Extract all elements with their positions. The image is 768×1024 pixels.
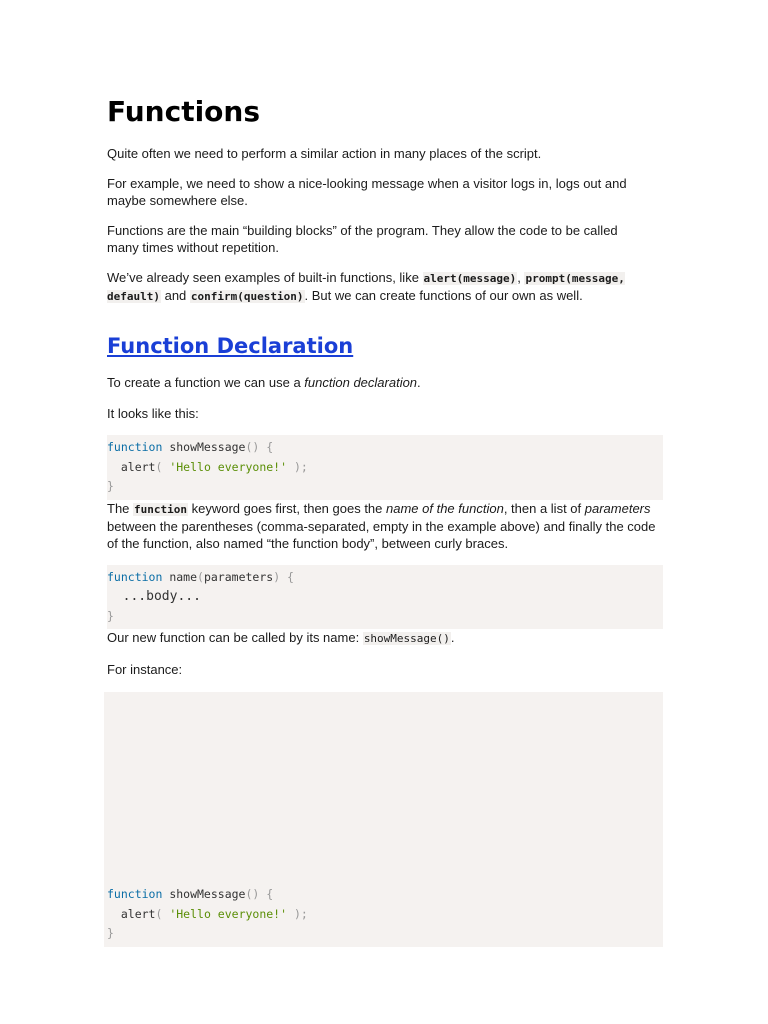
code-block-3	[104, 692, 663, 947]
code1-string: 'Hello everyone!'	[169, 459, 288, 474]
article	[107, 92, 663, 947]
code1-name: showMessage	[162, 440, 246, 454]
call-suffix: .	[450, 630, 455, 645]
explain-text-4: between the parentheses (comma-separated, empty in the example above) and finally the code of the function, also named “the function body”, between curly braces.	[107, 518, 656, 551]
call-paragraph	[107, 629, 663, 647]
builtins-suffix: . But we can create functions of our own as well.	[304, 288, 583, 303]
looks-like-paragraph: It looks like this:	[107, 406, 199, 421]
code2-open: (	[197, 569, 204, 584]
code1-keyword: function	[107, 440, 163, 454]
function-declaration-link[interactable]: Function Declaration	[107, 334, 354, 358]
code1-open: (	[155, 459, 170, 474]
builtins-sep2: and	[160, 288, 190, 303]
confirm-code: confirm(question)	[190, 290, 304, 303]
alert-code: alert(message)	[423, 272, 517, 285]
code-block-2	[107, 565, 663, 630]
code3-string: 'Hello everyone!'	[169, 906, 288, 921]
show-message-code: showMessage()	[363, 632, 450, 645]
builtins-paragraph	[107, 269, 663, 305]
explain-em-2: parameters	[584, 500, 651, 516]
function-keyword-code: function	[134, 502, 187, 516]
intro-paragraph-3: Functions are the main “building blocks” of the program. They allow the code to be called many times without repetition.	[107, 223, 618, 255]
code3-alert: alert	[107, 906, 156, 921]
create-suffix: .	[417, 375, 421, 390]
code2-body: ...body...	[107, 589, 201, 604]
call-prefix: Our new function can be called by its name:	[107, 630, 363, 645]
create-em: function declaration	[304, 375, 418, 390]
create-paragraph	[107, 374, 663, 391]
code2-close: ) {	[273, 569, 294, 584]
explain-text-3: , then a list of	[503, 500, 585, 516]
intro-paragraph-2: For example, we need to show a nice-looking message when a visitor logs in, logs out and maybe somewhere else.	[107, 176, 627, 208]
code1-close: );	[287, 459, 308, 474]
code2-name: name	[162, 569, 198, 584]
code3-close: );	[287, 906, 308, 921]
for-instance-paragraph: For instance:	[107, 662, 183, 677]
code2-params: parameters	[203, 569, 274, 584]
code1-alert: alert	[107, 459, 156, 474]
page-title: Functions	[107, 95, 261, 128]
explain-paragraph	[107, 500, 663, 552]
explain-text-2: keyword goes first, then goes the	[188, 500, 386, 516]
code3-paren: () {	[245, 887, 274, 901]
section-heading	[107, 332, 663, 360]
code1-brace: }	[107, 479, 114, 493]
prompt-code: prompt(message, default)	[107, 272, 625, 303]
explain-text-1: The	[107, 500, 134, 516]
code-block-1	[107, 435, 663, 500]
code3-name: showMessage	[162, 887, 246, 901]
builtins-prefix: We’ve already seen examples of built-in functions, like	[107, 270, 423, 285]
code3-keyword: function	[107, 887, 163, 901]
code1-paren: () {	[245, 440, 274, 454]
code3-brace: }	[107, 926, 114, 940]
code3-open: (	[155, 906, 170, 921]
code2-keyword: function	[107, 569, 163, 584]
explain-em-1: name of the function	[386, 500, 504, 516]
intro-paragraph-1: Quite often we need to perform a similar action in many places of the script.	[107, 146, 542, 161]
create-prefix: To create a function we can use a	[107, 375, 305, 390]
code2-brace: }	[107, 608, 114, 623]
builtins-sep1: ,	[517, 270, 525, 285]
